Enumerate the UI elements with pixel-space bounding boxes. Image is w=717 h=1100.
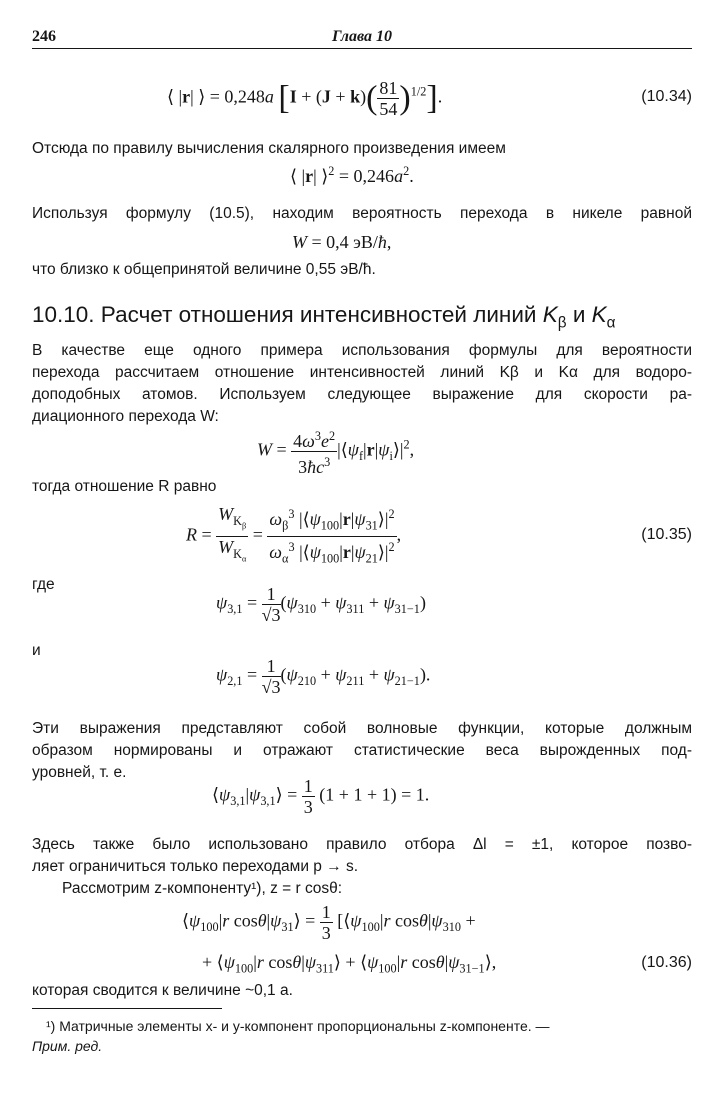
equation-rate: W = $\frac{4\omega^3e^2}{3ħc^3}$ $|⟨\psi_f|r|\psi_i⟩|^2$, (32, 426, 692, 476)
equation-psi31: $\psi_{3,1}$ = $\frac{1}{√3}$ $(\psi_{310} + \psi_{311} + \psi_{31-1})$ (216, 584, 426, 625)
equation-10-36-line1: $⟨\psi_{100}|r$ $\cos\theta|\psi_{31}⟩$ = $\frac{1}{3}$ [$⟨\psi_{100}|r$ $\cos\theta|\psi_{310}$ + (182, 902, 476, 943)
paragraph: что близко к общепринятой величине 0,55 эВ/ħ. (32, 261, 376, 278)
equation-10-34: ⟨ |r| ⟩ = 0,248a [I + (J + k)( $\frac{81}{54}$ )$^{1/2}$]. (10.34) (167, 78, 692, 119)
equation-normalization: $⟨\psi_{3,1}|\psi_{3,1}⟩$ = $\frac{1}{3}$ (1 + 1 + 1) = 1. (212, 776, 430, 817)
paragraph: В качестве еще одного примера использования формулы для вероятности перехода рассчитаем отношение интенсивностей линий Kβ и Kα для водоро- доподобных атомов. Используем следующее выражение для скорости ра- диационного перехода W: (32, 342, 692, 425)
paragraph: которая сводится к величине ~0,1 a. (32, 982, 293, 999)
footnote: ¹) Матричные элементы x- и y-компонент пропорциональны z-компоненте. — Прим. ред. (32, 1018, 550, 1054)
chapter-title: Глава 10 (331, 28, 393, 45)
paragraph: Рассмотрим z-компоненту¹), z = r cosθ: (62, 880, 343, 897)
equation-w: W = 0,4 эВ/ħ, (292, 232, 392, 252)
paragraph: и (32, 642, 41, 659)
paragraph: Используя формулу (10.5), находим вероятность перехода в никеле равной (32, 205, 692, 222)
paragraph: тогда отношение R равно (32, 478, 217, 495)
equation-number: (10.34) (641, 88, 692, 105)
section-title: 10.10. Расчет отношения интенсивностей линий $K_\beta$ и $K_\alpha$ (32, 302, 616, 332)
footnote-rule (32, 1008, 222, 1009)
equation-10-35: R = $\frac{W_{K_\beta}}{W_{K_\alpha}}$ = $\frac{\omega_\beta^3 |⟨\psi_{100}|r|\psi_{31}⟩|^2}{\omega_\alpha^3 |⟨\psi_{100}|r|\psi_{21}⟩|^2}$ , (10.35) (186, 504, 692, 566)
paragraph: где (32, 576, 55, 593)
equation-number: (10.36) (641, 954, 692, 971)
paragraph: Здесь также было использовано правило отбора Δl = ±1, которое позво- ляет ограничиться только переходами p → s. (32, 836, 692, 875)
equation-r-squared: ⟨ |r| ⟩$^2$ = $0,246a^2$. (290, 164, 414, 186)
paragraph: Отсюда по правилу вычисления скалярного произведения имеем (32, 140, 506, 157)
paragraph: Эти выражения представляют собой волновые функции, которые должным образом нормированы и отражают статистические веса вырожденных под- уровней, т. е. (32, 720, 692, 781)
page-number: 246 (32, 28, 56, 45)
equation-number: (10.35) (641, 526, 692, 543)
equation-10-36-line2: + $⟨\psi_{100}|r$ $\cos\theta|\psi_{311}⟩$ + $⟨\psi_{100}|r$ $\cos\theta|\psi_{31-1}⟩$, (10.36) (202, 952, 692, 976)
header-rule (32, 48, 692, 49)
equation-psi21: $\psi_{2,1}$ = $\frac{1}{√3}$ $(\psi_{210} + \psi_{211} + \psi_{21-1})$. (216, 656, 431, 697)
running-header (32, 28, 692, 48)
